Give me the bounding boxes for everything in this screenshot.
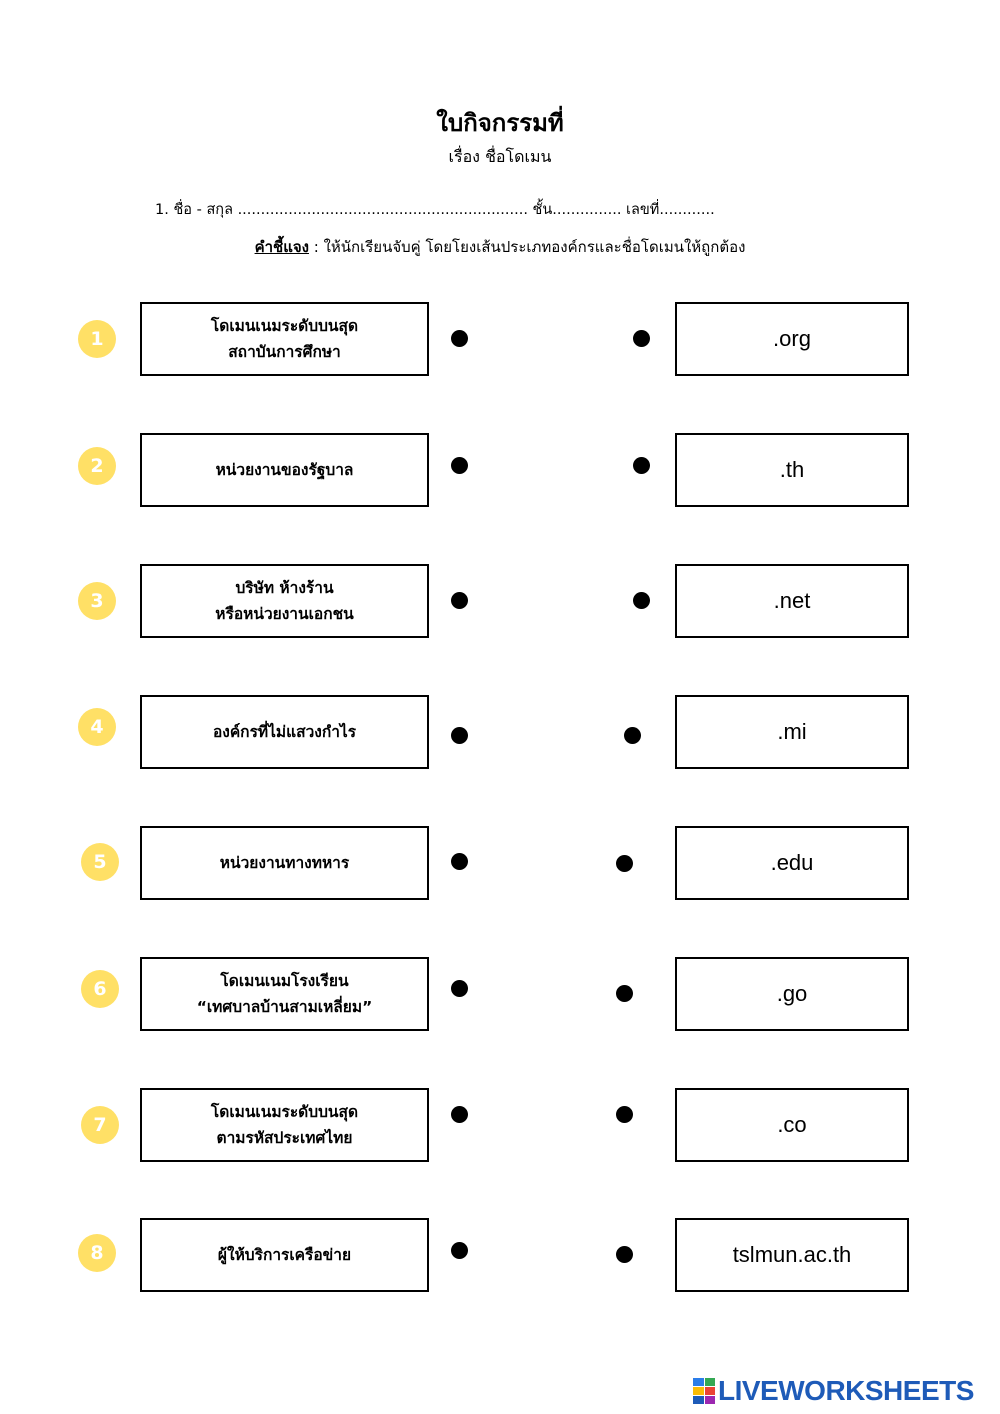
category-line: องค์กรที่ไม่แสวงกำไร: [212, 723, 357, 741]
left-match-dot[interactable]: [451, 1242, 468, 1259]
domain-box: [675, 957, 909, 1031]
category-line: ตามรหัสประเทศไทย: [216, 1129, 353, 1147]
left-match-dot[interactable]: [451, 1106, 468, 1123]
item-number-badge: 8: [78, 1234, 116, 1272]
right-match-dot[interactable]: [633, 330, 650, 347]
item-number-badge: 6: [81, 970, 119, 1008]
domain-box: [675, 564, 909, 638]
category-box: [140, 695, 429, 769]
domain-label: .edu: [770, 850, 814, 875]
item-number-badge: 5: [81, 843, 119, 881]
item-number-badge: 4: [78, 708, 116, 746]
instructions-text: : ให้นักเรียนจับคู่ โดยโยงเส้นประเภทองค์กรและชื่อโดเมนให้ถูกต้อง: [308, 238, 746, 256]
domain-box: [675, 302, 909, 376]
category-line: โดเมนเนมระดับบนสุด: [210, 317, 359, 335]
left-match-dot[interactable]: [451, 727, 468, 744]
left-match-dot[interactable]: [451, 853, 468, 870]
item-number-badge: 7: [81, 1106, 119, 1144]
category-line: “เทศบาลบ้านสามเหลี่ยม”: [196, 998, 373, 1016]
domain-label: .th: [779, 457, 805, 482]
category-line: โดเมนเนมโรงเรียน: [220, 972, 349, 990]
category-line: บริษัท ห้างร้าน: [235, 579, 334, 597]
category-box: [140, 1218, 429, 1292]
liveworksheets-logo: [693, 1374, 974, 1408]
category-box: [140, 302, 429, 376]
domain-box: [675, 1088, 909, 1162]
category-line: ผู้ให้บริการเครือข่าย: [217, 1246, 352, 1264]
right-match-dot[interactable]: [616, 985, 633, 1002]
liveworksheets-logo-icon: [693, 1378, 715, 1404]
liveworksheets-logo-text: LIVEWORKSHEETS: [718, 1375, 974, 1406]
category-line: สถาบันการศึกษา: [228, 343, 341, 361]
category-line: หรือหน่วยงานเอกชน: [215, 605, 354, 623]
domain-label: .go: [776, 981, 808, 1006]
category-line: หน่วยงานทางทหาร: [219, 854, 350, 872]
item-number-badge: 3: [78, 582, 116, 620]
category-line: หน่วยงานของรัฐบาล: [215, 461, 354, 479]
domain-label: .co: [777, 1112, 807, 1137]
right-match-dot[interactable]: [616, 855, 633, 872]
domain-label: .mi: [777, 719, 807, 744]
category-box: [140, 564, 429, 638]
domain-box: [675, 433, 909, 507]
domain-box: [675, 1218, 909, 1292]
domain-box: [675, 826, 909, 900]
right-match-dot[interactable]: [624, 727, 641, 744]
right-match-dot[interactable]: [616, 1106, 633, 1123]
domain-label: .org: [773, 326, 811, 351]
instructions: [0, 235, 1000, 259]
name-class-number-line: 1. ชื่อ - สกุล ............................................................... ชั้น............... เลขที่............: [155, 202, 715, 218]
instructions-label: คำชี้แจง: [254, 238, 309, 256]
left-match-dot[interactable]: [451, 330, 468, 347]
category-line: โดเมนเนมระดับบนสุด: [210, 1103, 359, 1121]
domain-label: tslmun.ac.th: [732, 1242, 852, 1267]
category-box: [140, 1088, 429, 1162]
left-match-dot[interactable]: [451, 980, 468, 997]
worksheet-title: ใบกิจกรรมที่: [436, 109, 564, 137]
left-match-dot[interactable]: [451, 457, 468, 474]
category-box: [140, 957, 429, 1031]
right-match-dot[interactable]: [616, 1246, 633, 1263]
domain-box: [675, 695, 909, 769]
right-match-dot[interactable]: [633, 457, 650, 474]
item-number-badge: 2: [78, 447, 116, 485]
left-match-dot[interactable]: [451, 592, 468, 609]
right-match-dot[interactable]: [633, 592, 650, 609]
worksheet-subtitle: เรื่อง ชื่อโดเมน: [448, 147, 552, 166]
item-number-badge: 1: [78, 320, 116, 358]
domain-label: .net: [773, 588, 811, 613]
category-box: [140, 826, 429, 900]
category-box: [140, 433, 429, 507]
